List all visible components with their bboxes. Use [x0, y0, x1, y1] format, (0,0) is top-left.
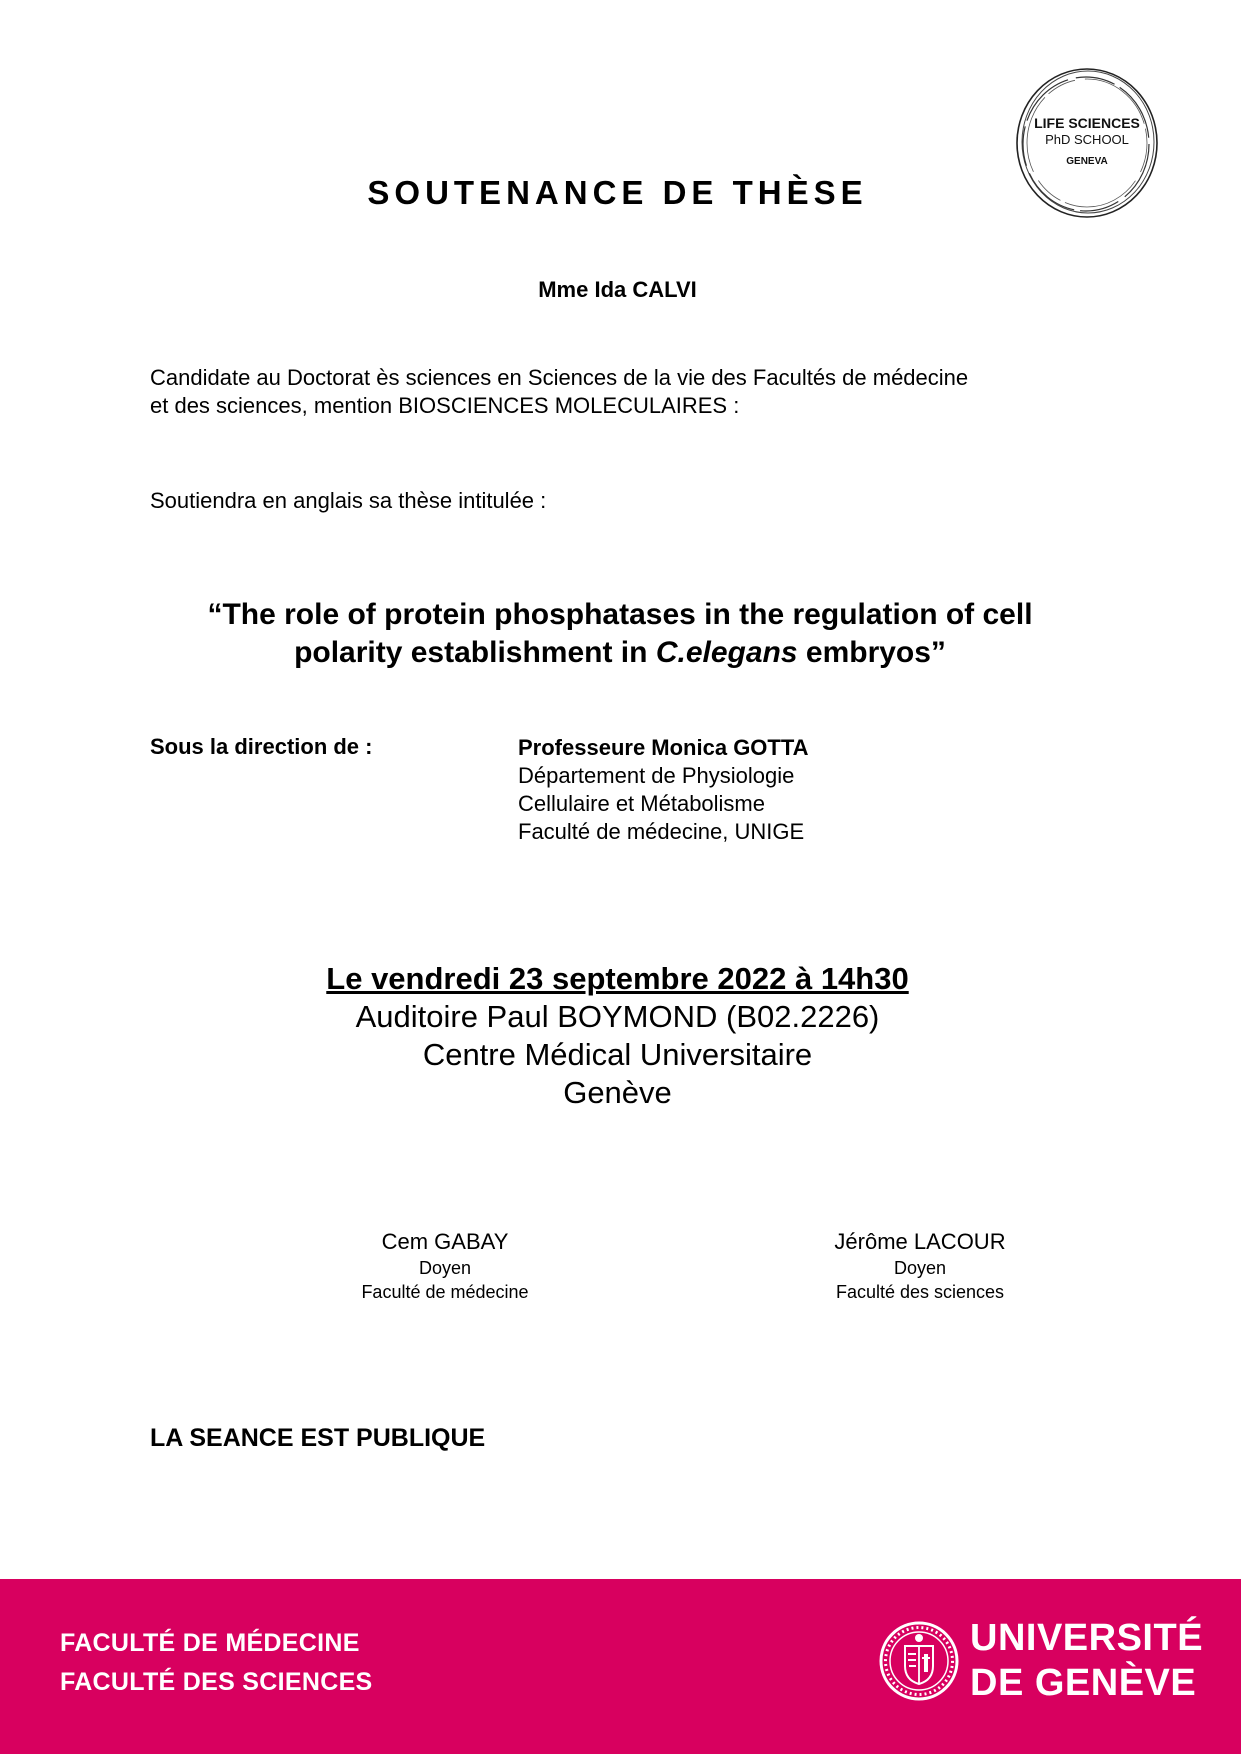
supervisor-department-2: Cellulaire et Métabolisme — [518, 791, 765, 816]
signatory-role: Doyen — [893, 1258, 947, 1278]
faculty-sciences: FACULTÉ DES SCIENCES — [60, 1668, 373, 1696]
university-name-line-1: UNIVERSITÉ — [970, 1617, 1204, 1659]
event-room: Auditoire Paul BOYMOND (B02.2226) — [355, 999, 880, 1034]
defense-language-note: Soutiendra en anglais sa thèse intitulée : — [150, 488, 547, 513]
faculty-names — [60, 1624, 373, 1702]
university-name — [970, 1616, 1203, 1706]
signatory-sciences — [770, 1228, 1070, 1304]
signatory-medicine — [295, 1228, 595, 1304]
direction-label: Sous la direction de : — [150, 734, 373, 759]
event-date: Le vendredi 23 septembre 2022 à 14h30 — [326, 961, 909, 996]
supervisor-block — [518, 734, 809, 846]
supervisor-name: Professeure Monica GOTTA — [518, 735, 809, 760]
thesis-title-line-2: polarity establishment in C.elegans embryos” — [294, 636, 946, 669]
logo-line2: PhD SCHOOL — [1045, 132, 1129, 147]
page-title: SOUTENANCE DE THÈSE — [367, 174, 868, 211]
event-building: Centre Médical Universitaire — [422, 1037, 813, 1072]
signatory-name: Cem GABAY — [381, 1229, 509, 1254]
signatory-name: Jérôme LACOUR — [834, 1229, 1006, 1254]
signatory-faculty: Faculté des sciences — [835, 1282, 1005, 1302]
signatory-faculty: Faculté de médecine — [361, 1282, 529, 1302]
public-notice: LA SEANCE EST PUBLIQUE — [150, 1424, 486, 1452]
supervisor-department-1: Département de Physiologie — [518, 763, 795, 788]
thesis-title-line-1: “The role of protein phosphatases in the regulation of cell — [207, 598, 1033, 631]
candidate-name: Mme Ida CALVI — [538, 277, 697, 302]
event-city: Genève — [563, 1075, 672, 1110]
intro-line-1: Candidate au Doctorat ès sciences en Sciences de la vie des Facultés de médecine — [150, 365, 969, 390]
species-name: C.elegans — [655, 636, 798, 669]
thesis-title — [120, 596, 1120, 672]
faculty-medicine: FACULTÉ DE MÉDECINE — [60, 1629, 360, 1657]
candidate-description — [150, 364, 1110, 420]
logo-line1: LIFE SCIENCES — [1034, 115, 1140, 131]
event-details — [0, 960, 1241, 1112]
intro-line-2: et des sciences, mention BIOSCIENCES MOLECULAIRES : — [150, 393, 740, 418]
supervisor-faculty: Faculté de médecine, UNIGE — [518, 819, 805, 844]
university-seal-icon — [878, 1620, 960, 1702]
logo-line3: GENEVA — [1066, 156, 1108, 167]
university-name-line-2: DE GENÈVE — [970, 1662, 1197, 1704]
signatory-role: Doyen — [418, 1258, 472, 1278]
